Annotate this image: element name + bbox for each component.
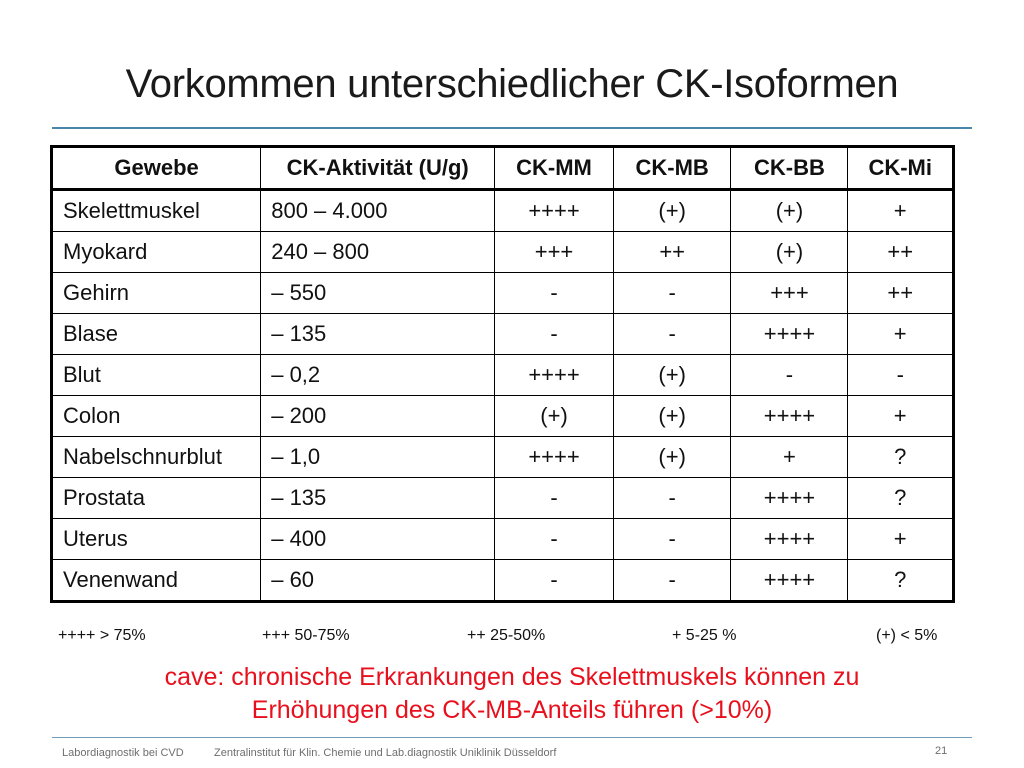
cell-ck-mb: - [613,519,731,560]
table-row [52,437,954,478]
cell-ck-aktivitaet: – 60 [261,560,495,602]
cell-ck-aktivitaet: – 200 [261,396,495,437]
cell-ck-mi: + [848,314,954,355]
slide-title: Vorkommen unterschiedlicher CK-Isoformen [125,62,899,106]
cell-ck-aktivitaet: 240 – 800 [261,232,495,273]
legend-item-very-high: ++++ > 75% [58,627,146,644]
cell-ck-mb: - [613,560,731,602]
cell-gewebe: Blase [52,314,261,355]
cell-ck-mb: - [613,273,731,314]
cell-gewebe: Skelettmuskel [52,190,261,232]
page-number: 21 [935,745,948,757]
cell-ck-mi: - [848,355,954,396]
cell-gewebe: Gehirn [52,273,261,314]
cell-ck-aktivitaet: – 0,2 [261,355,495,396]
legend-item-trace: (+) < 5% [876,627,938,644]
cell-gewebe: Uterus [52,519,261,560]
table-row [52,519,954,560]
cell-ck-mi: ? [848,437,954,478]
table-row [52,273,954,314]
cell-ck-aktivitaet: – 400 [261,519,495,560]
header-ck-mi: CK-Mi [848,147,954,190]
cell-ck-bb: ++++ [731,560,848,602]
cell-ck-mm: ++++ [495,190,614,232]
cell-ck-bb: - [731,355,848,396]
cell-ck-mi: ++ [848,273,954,314]
cell-ck-mi: + [848,190,954,232]
caution-note-line-2: Erhöhungen des CK-MB-Anteils führen (>10%) [251,696,773,724]
table-row [52,478,954,519]
cell-ck-mb: (+) [613,190,731,232]
cell-ck-bb: ++++ [731,478,848,519]
cell-ck-mm: ++++ [495,355,614,396]
cell-ck-mi: ++ [848,232,954,273]
cell-ck-mb: (+) [613,355,731,396]
header-ck-bb: CK-BB [731,147,848,190]
title-divider [52,127,972,129]
caution-note [0,661,1024,727]
cell-gewebe: Blut [52,355,261,396]
cell-ck-aktivitaet: – 135 [261,314,495,355]
cell-ck-mb: (+) [613,437,731,478]
legend-item-high: +++ 50-75% [262,627,350,644]
cell-ck-mm: - [495,273,614,314]
cell-ck-mi: ? [848,560,954,602]
legend-item-low: + 5-25 % [672,627,737,644]
cell-ck-mm: (+) [495,396,614,437]
cell-ck-bb: (+) [731,190,848,232]
header-ck-aktivitaet: CK-Aktivität (U/g) [261,147,495,190]
cell-ck-mm: - [495,314,614,355]
table-header-row [52,147,954,190]
footer-course-title: Labordiagnostik bei CVD [62,747,184,759]
table-row [52,560,954,602]
cell-gewebe: Prostata [52,478,261,519]
header-gewebe: Gewebe [52,147,261,190]
cell-ck-bb: + [731,437,848,478]
cell-ck-mi: + [848,396,954,437]
cell-gewebe: Myokard [52,232,261,273]
header-ck-mb: CK-MB [613,147,731,190]
cell-ck-mb: - [613,478,731,519]
cell-ck-mm: - [495,560,614,602]
cell-ck-mb: (+) [613,396,731,437]
cell-ck-bb: ++++ [731,396,848,437]
footer-divider [52,737,972,738]
table-row [52,232,954,273]
cell-gewebe: Nabelschnurblut [52,437,261,478]
cell-ck-bb: ++++ [731,314,848,355]
table-row [52,314,954,355]
cell-ck-mb: - [613,314,731,355]
cell-ck-bb: +++ [731,273,848,314]
cell-ck-bb: (+) [731,232,848,273]
cell-ck-mi: + [848,519,954,560]
cell-ck-mm: +++ [495,232,614,273]
cell-ck-mi: ? [848,478,954,519]
cell-ck-aktivitaet: – 135 [261,478,495,519]
cell-gewebe: Colon [52,396,261,437]
footer-institute: Zentralinstitut für Klin. Chemie und Lab.diagnostik Uniklinik Düsseldorf [214,747,557,759]
table-row [52,396,954,437]
cell-ck-aktivitaet: – 1,0 [261,437,495,478]
cell-ck-bb: ++++ [731,519,848,560]
legend-item-medium: ++ 25-50% [467,627,546,644]
cell-ck-aktivitaet: – 550 [261,273,495,314]
header-ck-mm: CK-MM [495,147,614,190]
cell-ck-mm: - [495,478,614,519]
table-row [52,190,954,232]
cell-ck-mb: ++ [613,232,731,273]
table-row [52,355,954,396]
cell-ck-aktivitaet: 800 – 4.000 [261,190,495,232]
caution-note-line-1: cave: chronische Erkrankungen des Skelettmuskels können zu [164,663,860,691]
cell-gewebe: Venenwand [52,560,261,602]
cell-ck-mm: - [495,519,614,560]
ck-isoform-table [50,145,955,603]
cell-ck-mm: ++++ [495,437,614,478]
